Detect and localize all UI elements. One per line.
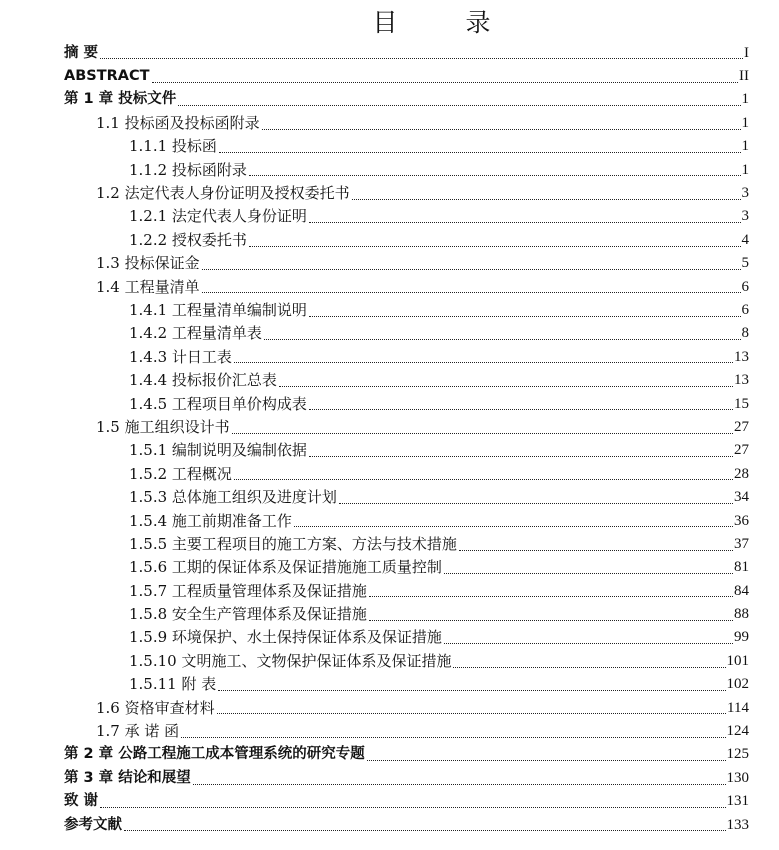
toc-entry-page-number: 13 [734,348,749,365]
toc-entry-page-number: 8 [741,325,749,342]
toc-entry-page-number: 130 [726,769,749,786]
toc-entry-page-number: 125 [726,746,749,763]
toc-entry-label: 1.2 法定代表人身份证明及授权委托书 [96,184,350,203]
toc-dot-leader [232,432,733,434]
toc-dot-leader [234,478,733,480]
toc-entry[interactable] [0,41,779,64]
toc-dot-leader [202,268,741,270]
toc-entry[interactable] [0,368,779,391]
toc-dot-leader [202,291,741,293]
toc-entry[interactable] [0,205,779,228]
toc-dot-leader [219,151,741,153]
toc-dot-leader [152,81,738,83]
toc-entry-page-number: 27 [734,418,749,435]
toc-entry-page-number: 13 [734,372,749,389]
toc-entry-label: ABSTRACT [64,68,150,85]
toc-entry[interactable] [0,322,779,345]
toc-entry-page-number: 34 [734,489,749,506]
toc-entry[interactable] [0,228,779,251]
toc-dot-leader [309,455,733,457]
toc-entry-label: 1.5.8 安全生产管理体系及保证措施 [129,605,367,624]
toc-dot-leader [217,712,726,714]
toc-dot-leader [100,57,743,59]
toc-dot-leader [444,572,733,574]
toc-entry[interactable] [0,673,779,696]
toc-entry[interactable] [0,462,779,485]
toc-dot-leader [124,829,726,831]
toc-dot-leader [193,783,726,785]
toc-entry[interactable] [0,298,779,321]
toc-dot-leader [453,666,725,668]
toc-entry-label: 1.5.6 工期的保证体系及保证措施施工质量控制 [129,558,442,577]
toc-entry-page-number: 28 [734,465,749,482]
toc-entry-label: 1.5.7 工程质量管理体系及保证措施 [129,581,367,600]
toc-entry-page-number: 1 [741,138,749,155]
toc-dot-leader [352,198,741,200]
toc-entry-label: 1.5.9 环境保护、水土保持保证体系及保证措施 [129,628,442,647]
toc-dot-leader [249,174,741,176]
toc-entry[interactable] [0,532,779,555]
toc-dot-leader [309,408,733,410]
toc-entry[interactable] [0,743,779,766]
toc-entry[interactable] [0,158,779,181]
toc-entry-page-number: 1 [741,161,749,178]
toc-entry[interactable] [0,252,779,275]
toc-entry-label: 1.4.5 工程项目单价构成表 [129,394,307,413]
toc-entry-label: 1.4.3 计日工表 [129,347,232,366]
toc-entry[interactable] [0,345,779,368]
toc-entry[interactable] [0,766,779,789]
toc-entry[interactable] [0,649,779,672]
toc-entry[interactable] [0,64,779,87]
toc-entry-page-number: 102 [726,676,749,693]
toc-entry-page-number: 6 [741,301,749,318]
toc-entry-label: 1.4.1 工程量清单编制说明 [129,300,307,319]
toc-entry-page-number: 3 [741,185,749,202]
toc-dot-leader [339,502,733,504]
toc-entry-label: 1.5.11 附 表 [129,675,217,694]
toc-entry[interactable] [0,696,779,719]
toc-entry-label: 1.4.4 投标报价汇总表 [129,371,277,390]
toc-entry-page-number: 36 [734,512,749,529]
toc-entry-label: 1.5.10 文明施工、文物保护保证体系及保证措施 [129,651,452,670]
toc-entry-label: 1.6 资格审查材料 [96,698,215,717]
toc-dot-leader [444,642,733,644]
toc-entry[interactable] [0,602,779,625]
toc-dot-leader [100,806,725,808]
toc-dot-leader [218,689,725,691]
toc-entry-label: 致 谢 [64,793,99,810]
toc-entry-label: 摘 要 [64,44,99,61]
toc-entry-label: 第 2 章 公路工程施工成本管理系统的研究专题 [64,746,365,763]
toc-entry-page-number: 5 [741,255,749,272]
toc-list [0,41,779,836]
toc-entry-label: 1.2.1 法定代表人身份证明 [129,207,307,226]
toc-entry[interactable] [0,392,779,415]
toc-dot-leader [264,338,741,340]
toc-entry[interactable] [0,415,779,438]
toc-entry-label: 1.1.1 投标函 [129,137,217,156]
toc-entry-page-number: 81 [734,559,749,576]
toc-entry-page-number: 131 [726,793,749,810]
toc-entry-page-number: 114 [727,699,749,716]
toc-entry-page-number: 124 [726,723,749,740]
toc-dot-leader [234,361,733,363]
toc-entry-page-number: 6 [741,278,749,295]
toc-entry-page-number: 101 [726,652,749,669]
toc-entry-page-number: 4 [741,231,749,248]
toc-dot-leader [459,549,733,551]
toc-entry-label: 1.5.5 主要工程项目的施工方案、方法与技术措施 [129,534,457,553]
toc-entry[interactable] [0,181,779,204]
toc-entry[interactable] [0,790,779,813]
toc-entry[interactable] [0,719,779,742]
toc-entry-page-number: I [744,44,749,61]
toc-title: 目 录 [372,8,521,37]
toc-entry-label: 1.7 承 诺 函 [96,722,180,741]
toc-dot-leader [369,595,733,597]
toc-entry-label: 1.1 投标函及投标函附录 [96,113,260,132]
toc-dot-leader [369,619,733,621]
toc-entry-label: 1.4 工程量清单 [96,277,200,296]
toc-entry-label: 1.5.1 编制说明及编制依据 [129,441,307,460]
toc-entry-page-number: 99 [734,629,749,646]
toc-dot-leader [279,385,733,387]
toc-entry[interactable] [0,509,779,532]
toc-entry-page-number: 3 [741,208,749,225]
toc-entry-label: 1.5.2 工程概况 [129,464,232,483]
toc-entry-label: 1.3 投标保证金 [96,254,200,273]
toc-dot-leader [367,759,726,761]
toc-entry-page-number: 1 [741,114,749,131]
toc-entry-page-number: 27 [734,442,749,459]
toc-dot-leader [249,245,741,247]
toc-entry[interactable] [0,485,779,508]
toc-entry-label: 1.5 施工组织设计书 [96,417,230,436]
toc-dot-leader [309,315,741,317]
toc-entry-page-number: 88 [734,606,749,623]
toc-entry[interactable] [0,813,779,836]
toc-entry-page-number: II [739,68,749,85]
toc-entry-label: 第 3 章 结论和展望 [64,769,191,786]
toc-entry-page-number: 84 [734,582,749,599]
toc-entry-label: 参考文献 [64,816,122,833]
toc-entry-page-number: 37 [734,535,749,552]
toc-entry[interactable] [0,439,779,462]
toc-entry-label: 1.4.2 工程量清单表 [129,324,262,343]
toc-entry-page-number: 133 [726,816,749,833]
toc-entry[interactable] [0,275,779,298]
toc-dot-leader [309,221,741,223]
toc-entry[interactable] [0,88,779,111]
toc-entry-label: 第 1 章 投标文件 [64,91,177,108]
toc-entry[interactable] [0,556,779,579]
toc-entry-label: 1.2.2 授权委托书 [129,230,247,249]
toc-entry[interactable] [0,626,779,649]
toc-entry[interactable] [0,111,779,134]
toc-entry[interactable] [0,135,779,158]
toc-entry[interactable] [0,579,779,602]
toc-dot-leader [294,525,733,527]
toc-dot-leader [178,104,740,106]
toc-entry-label: 1.5.4 施工前期准备工作 [129,511,292,530]
toc-entry-page-number: 1 [741,91,749,108]
toc-entry-page-number: 15 [734,395,749,412]
toc-entry-label: 1.5.3 总体施工组织及进度计划 [129,488,337,507]
toc-dot-leader [181,736,725,738]
toc-entry-label: 1.1.2 投标函附录 [129,160,247,179]
toc-dot-leader [262,128,741,130]
